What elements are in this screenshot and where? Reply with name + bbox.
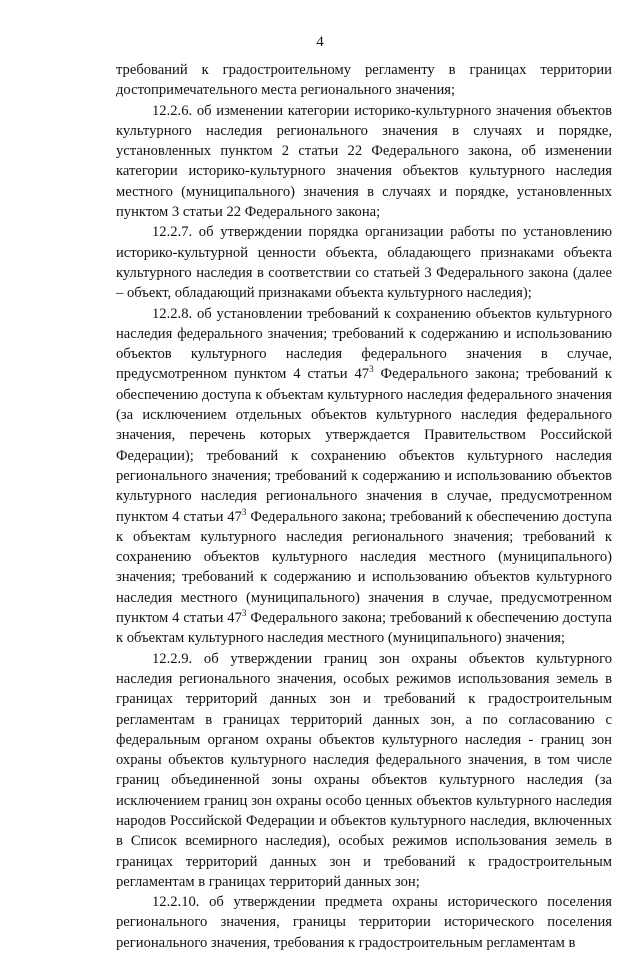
paragraph-12-2-8-part-d: Федерального закона; требований к обеспечению доступа к объектам культурного наследия местного (муниципального) значения; <box>116 610 612 647</box>
paragraph-12-2-8-part-a: 12.2.8. об установлении требований к сохранению объектов культурного наследия федерального значения; требований к содержанию и использованию объектов культурного наследия федерального значения в случае, предусмотренном пунктом 4 статьи 47 <box>116 305 612 383</box>
document-body <box>116 60 612 953</box>
paragraph-12-2-10: 12.2.10. об утверждении предмета охраны исторического поселения регионального значения, границы территории исторического поселения регионального значения, требования к градостроительным регламентам в <box>116 894 612 951</box>
page-number: 4 <box>316 34 324 50</box>
paragraph-12-2-8-part-c: Федерального закона; требований к обеспечению доступа к объектам культурного наследия регионального значения; требований к сохранению объектов культурного наследия местного (муниципального) значения; требований к содержанию и использованию объектов культурного наследия местного (муниципального) значения в случае, предусмотренном пунктом 4 статьи 47 <box>116 508 612 627</box>
superscript-index: 3 <box>241 506 247 517</box>
superscript-index: 3 <box>369 364 374 375</box>
paragraph-12-2-8-part-b: Федерального закона; требований к обеспечению доступа к объектам культурного наследия федерального значения (за исключением отдельных объектов культурного наследия федерального значения, перечень которых утверждается Правительством Российской Федерации); требований к сохранению объектов культурного наследия регионального значения; требований к содержанию и использованию объектов культурного наследия регионального значения в случае, предусмотренном пунктом 4 статьи 47 <box>116 366 612 525</box>
paragraph-12-2-7: 12.2.7. об утверждении порядка организации работы по установлению историко-культурной ценности объекта, обладающего признаками объекта культурного наследия в соответствии со статьей 3 Федерального закона (далее – объект, обладающий признаками объекта культурного наследия); <box>116 224 612 302</box>
paragraph-12-2-8 <box>116 304 612 649</box>
paragraph-12-2-6: 12.2.6. об изменении категории историко-культурного значения объектов культурного наследия регионального значения в случаях и порядке, установленных пунктом 2 статьи 22 Федерального закона, об изменении категории историко-культурного значения объектов культурного наследия местного (муниципального) значения в случаях и порядке, установленных пунктом 3 статьи 22 Федерального закона; <box>116 102 612 221</box>
paragraph-continuation: требований к градостроительному регламенту в границах территории достопримечательного места регионального значения; <box>116 62 612 99</box>
paragraph-12-2-9: 12.2.9. об утверждении границ зон охраны объектов культурного наследия регионального значения, особых режимов использования земель в границах территорий данных зон и требований к градостроительным регламентам в границах территорий данных зон, а по согласованию с федеральным органом охраны объектов культурного наследия - границ зон охраны объектов культурного наследия федерального значения, в том числе границ объединенной зоны охраны объектов культурного наследия (за исключением границ зон охраны особо ценных объектов культурного наследия народов Российской Федерации и объектов культурного наследия, включенных в Список всемирного наследия), особых режимов использования земель в границах территорий данных зон и требований к градостроительным регламентам в границах территорий данных зон; <box>116 650 612 890</box>
superscript-index: 3 <box>241 608 247 619</box>
